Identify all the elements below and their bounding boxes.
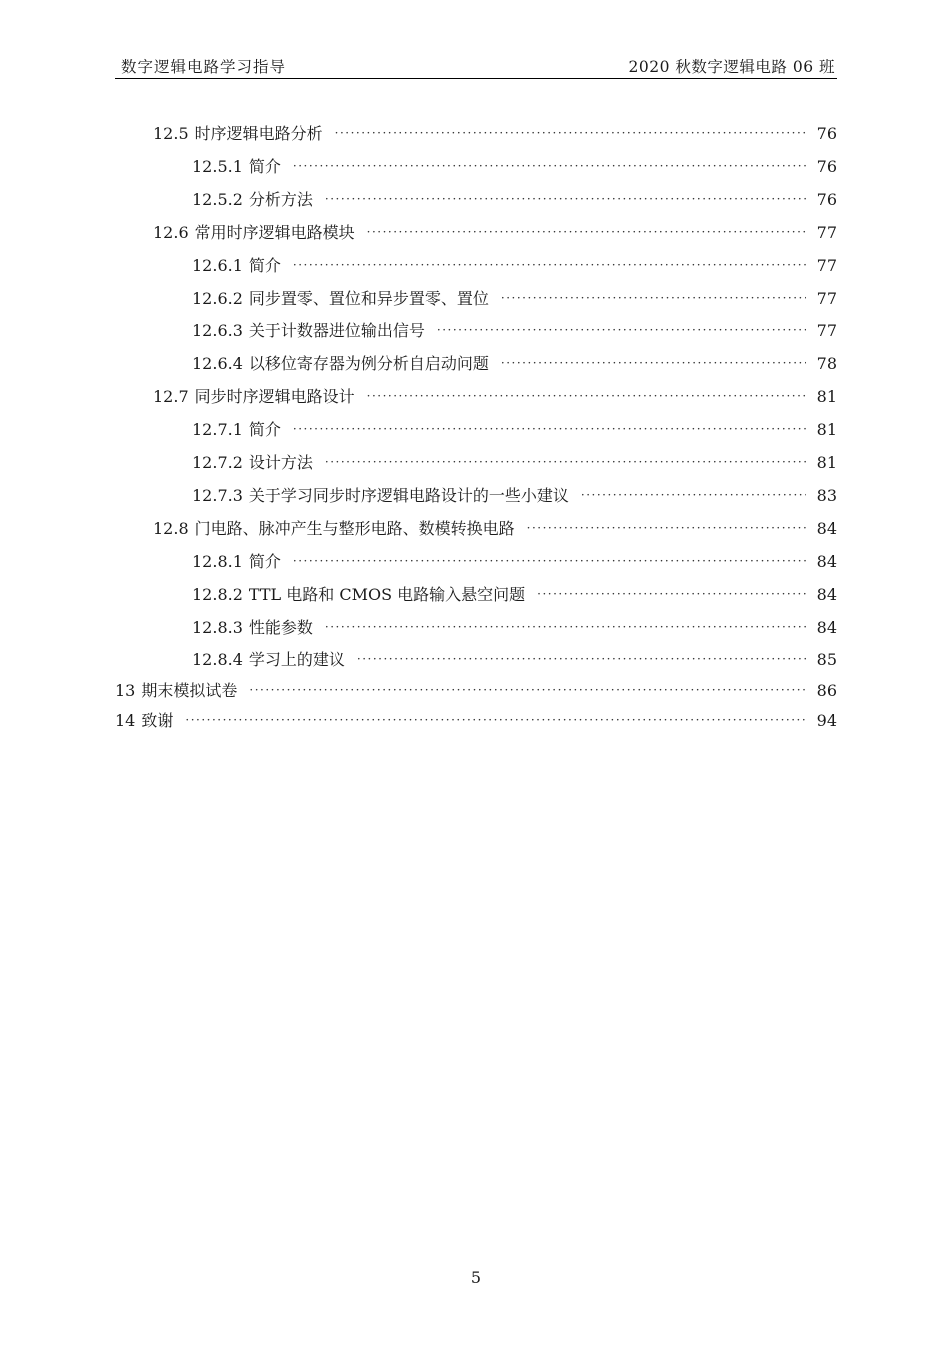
toc-entry-page: 83 <box>816 485 837 505</box>
toc-entry-title <box>192 583 525 607</box>
toc-entry-number: 12.6.3 <box>192 321 243 341</box>
toc-entry-text: 性能参数 <box>248 617 313 637</box>
toc-entry-text: 关于计数器进位输出信号 <box>248 321 425 341</box>
toc-entry[interactable] <box>192 319 837 343</box>
toc-entry-page: 84 <box>816 584 837 604</box>
toc-entry-text: 同步时序逻辑电路设计 <box>194 387 355 407</box>
toc-entry[interactable] <box>192 550 837 574</box>
toc-entry-page: 77 <box>816 255 837 275</box>
toc-entry[interactable] <box>192 188 837 212</box>
toc-entry[interactable] <box>192 484 837 508</box>
toc-dot-leader <box>249 678 806 702</box>
toc-entry-number: 12.8.4 <box>192 650 243 670</box>
toc-entry[interactable] <box>192 583 837 607</box>
toc-dot-leader <box>581 483 806 507</box>
toc-entry-text: 致谢 <box>141 711 174 731</box>
toc-entry-title <box>153 517 515 541</box>
toc-entry-title <box>115 679 237 703</box>
toc-entry[interactable] <box>115 709 837 733</box>
toc-dot-leader <box>437 318 806 342</box>
toc-dot-leader <box>325 450 806 474</box>
toc-entry-page: 77 <box>816 222 837 242</box>
toc-dot-leader <box>293 417 806 441</box>
toc-dot-leader <box>325 615 806 639</box>
toc-entry-page: 84 <box>816 617 837 637</box>
toc-entry-page: 81 <box>816 387 837 407</box>
toc-entry-text: 时序逻辑电路分析 <box>194 124 323 143</box>
toc-entry-page: 76 <box>816 189 837 209</box>
toc-entry-title <box>192 188 313 212</box>
toc-entry-number: 12.5.1 <box>192 156 243 176</box>
toc-entry-page: 81 <box>816 453 837 472</box>
toc-entry-title <box>192 287 489 311</box>
toc-entry[interactable] <box>153 122 837 146</box>
toc-entry-title <box>192 352 489 376</box>
toc-entry-title <box>153 122 323 146</box>
toc-entry-title <box>192 418 281 442</box>
toc-entry-number: 12.8 <box>153 518 189 538</box>
toc-entry-page: 78 <box>816 354 837 374</box>
toc-entry[interactable] <box>192 287 837 311</box>
toc-entry-number: 12.8.2 <box>192 584 243 604</box>
toc-entry[interactable] <box>192 648 837 672</box>
toc-dot-leader <box>501 351 806 375</box>
toc-entry-page: 77 <box>816 288 837 308</box>
header-left-title: 数字逻辑电路学习指导 <box>121 58 287 76</box>
toc-entry[interactable] <box>153 221 837 245</box>
toc-entry-title <box>192 484 569 508</box>
toc-entry-text: 简介 <box>248 255 281 275</box>
toc-entry-title <box>192 254 281 278</box>
toc-entry-text: 以移位寄存器为例分析自启动问题 <box>248 354 489 374</box>
toc-entry-text: 简介 <box>248 420 281 440</box>
header-right-title: 2020 秋数字逻辑电路 06 班 <box>628 58 835 76</box>
toc-dot-leader <box>537 582 806 606</box>
toc-entry-number: 12.6 <box>153 222 189 242</box>
toc-entry-text: 简介 <box>248 156 281 176</box>
toc-entry-title <box>153 385 355 409</box>
toc-entry-title <box>153 221 355 245</box>
toc-dot-leader <box>185 708 806 732</box>
toc-entry-page: 76 <box>816 124 837 143</box>
toc-entry-number: 12.8.3 <box>192 617 243 637</box>
toc-entry[interactable] <box>192 155 837 179</box>
toc-entry-text: 常用时序逻辑电路模块 <box>194 222 355 242</box>
toc-dot-leader <box>293 253 806 277</box>
toc-entry-title <box>192 648 345 672</box>
toc-dot-leader <box>325 187 806 211</box>
toc-entry-title <box>115 709 173 733</box>
toc-entry-number: 12.6.2 <box>192 288 243 308</box>
toc-entry-text: 分析方法 <box>248 189 313 209</box>
toc-entry-text: 门电路、脉冲产生与整形电路、数模转换电路 <box>194 518 515 538</box>
toc-entry-text: 设计方法 <box>248 453 313 472</box>
toc-entry[interactable] <box>192 451 837 475</box>
toc-entry-page: 77 <box>816 321 837 341</box>
toc-entry-text: 关于学习同步时序逻辑电路设计的一些小建议 <box>248 485 569 505</box>
toc-entry[interactable] <box>192 616 837 640</box>
toc-entry-title <box>192 616 313 640</box>
toc-entry-number: 12.7 <box>153 387 189 407</box>
toc-dot-leader <box>527 516 806 540</box>
toc-entry[interactable] <box>192 254 837 278</box>
toc-entry-text: TTL 电路和 CMOS 电路输入悬空问题 <box>248 584 526 604</box>
toc-entry-page: 86 <box>816 680 837 700</box>
toc-entry-title <box>192 451 313 475</box>
toc-entry-number: 12.7.1 <box>192 420 243 440</box>
toc-entry-page: 81 <box>816 420 837 440</box>
toc-entry-page: 76 <box>816 156 837 176</box>
toc-entry-page: 94 <box>816 711 837 731</box>
toc-entry-number: 12.6.4 <box>192 354 243 374</box>
toc-dot-leader <box>335 121 806 145</box>
toc-dot-leader <box>293 154 806 178</box>
toc-entry[interactable] <box>192 418 837 442</box>
toc-entry-title <box>192 155 281 179</box>
toc-dot-leader <box>293 549 806 573</box>
toc-entry-number: 12.7.3 <box>192 485 243 505</box>
toc-entry[interactable] <box>115 679 837 703</box>
toc-entry-number: 12.7.2 <box>192 453 243 472</box>
toc-dot-leader <box>367 384 806 408</box>
toc-entry-text: 学习上的建议 <box>248 650 345 670</box>
toc-entry-number: 13 <box>115 680 136 700</box>
toc-dot-leader <box>367 220 806 244</box>
toc-dot-leader <box>357 647 806 671</box>
toc-entry-title <box>192 550 281 574</box>
running-header <box>115 52 837 79</box>
toc-entry-number: 12.8.1 <box>192 551 243 571</box>
toc-entry-text: 期末模拟试卷 <box>141 680 238 700</box>
toc-entry[interactable] <box>153 517 837 541</box>
toc-entry[interactable] <box>192 352 837 376</box>
toc-entry-number: 12.6.1 <box>192 255 243 275</box>
toc-entry-page: 84 <box>816 551 837 571</box>
toc-entry-number: 12.5.2 <box>192 189 243 209</box>
toc-entry-number: 14 <box>115 711 136 731</box>
toc-entry-title <box>192 319 425 343</box>
toc-entry-text: 同步置零、置位和异步置零、置位 <box>248 288 489 308</box>
toc-entry-text: 简介 <box>248 551 281 571</box>
toc-entry-number: 12.5 <box>153 124 189 143</box>
page-number: 5 <box>470 1268 482 1287</box>
toc-dot-leader <box>501 286 806 310</box>
toc-entry[interactable] <box>153 385 837 409</box>
toc-entry-page: 85 <box>816 650 837 670</box>
toc-entry-page: 84 <box>816 518 837 538</box>
